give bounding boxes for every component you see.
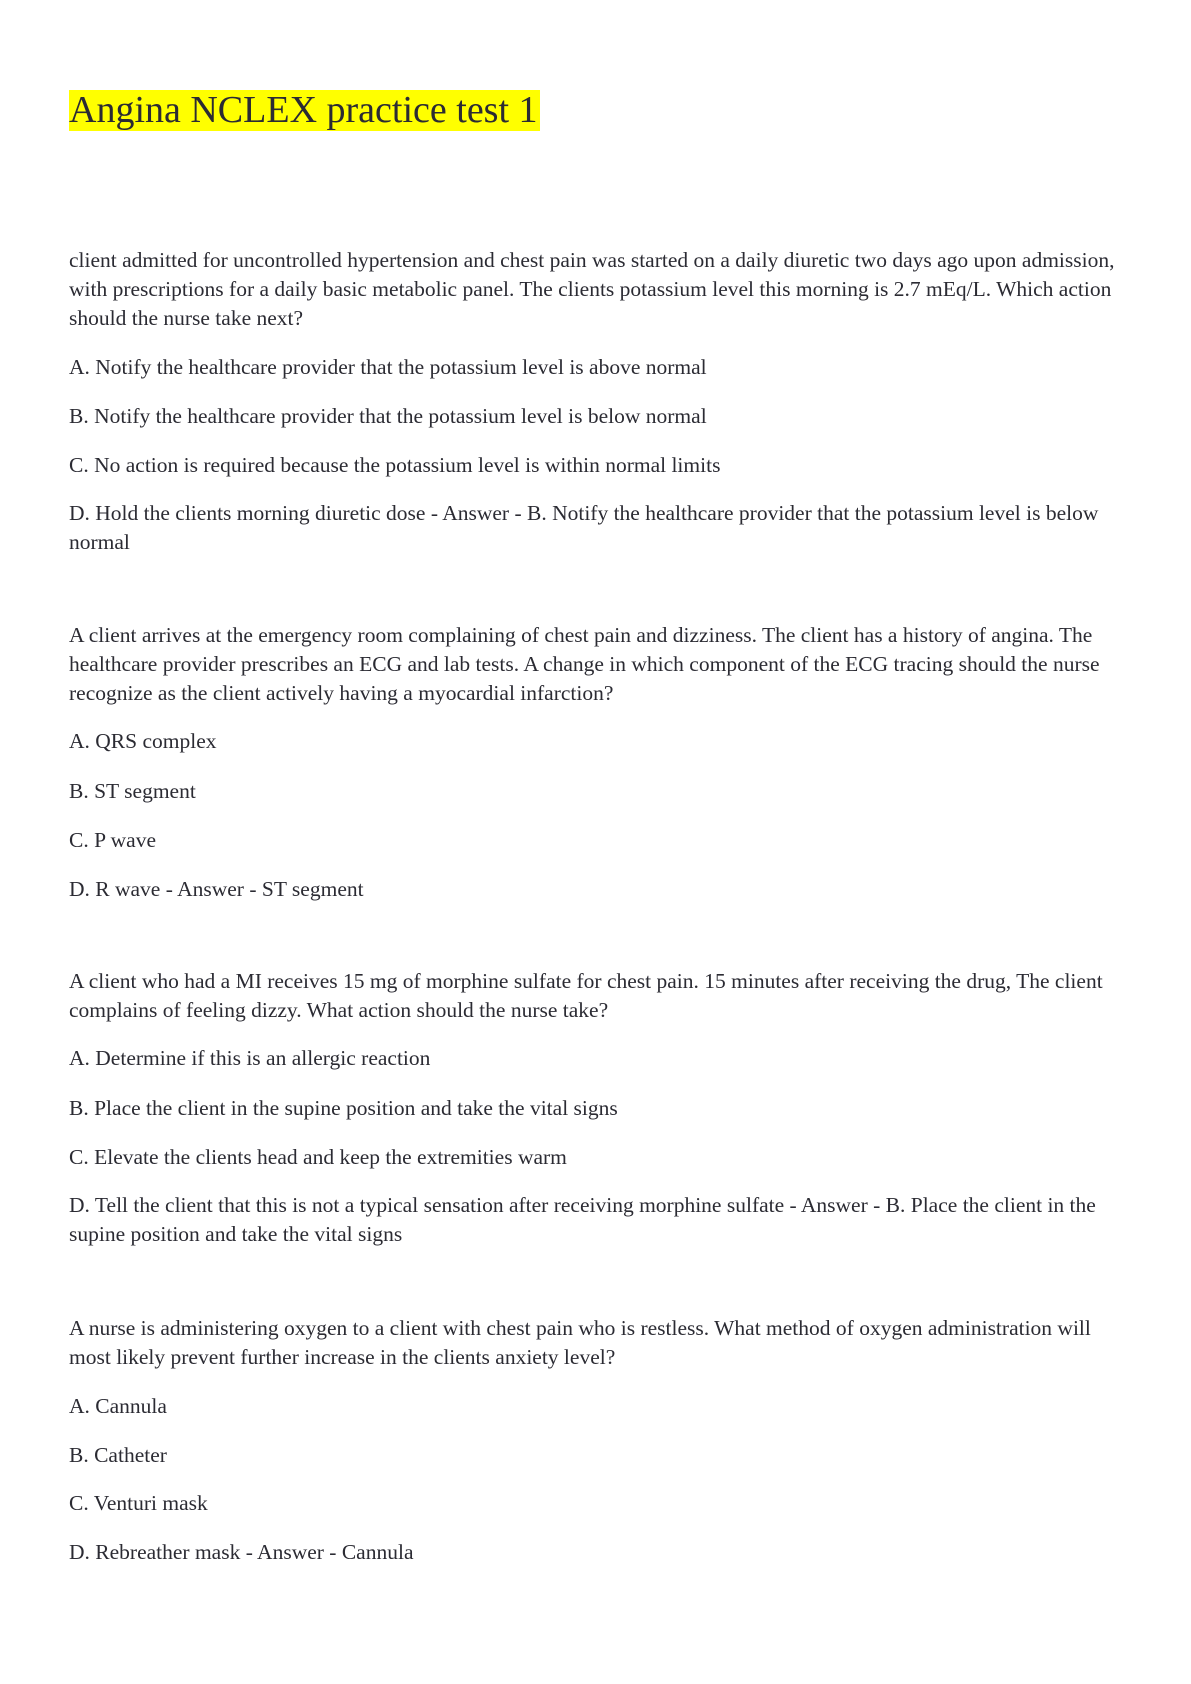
question-3-text: A client who had a MI receives 15 mg of morphine sulfate for chest pain. 15 minutes after receiving the drug, The client complains of feeling dizzy. What action should the nurse take? [69, 969, 1103, 1022]
question-3-option-a: A. Determine if this is an allergic reaction [69, 1046, 431, 1070]
question-1-option-d: D. Hold the clients morning diuretic dose - Answer - B. Notify the healthcare provider that the potassium level is below normal [69, 501, 1099, 554]
question-1-option-a: A. Notify the healthcare provider that the potassium level is above normal [69, 355, 707, 379]
question-2-option-a: A. QRS complex [69, 729, 217, 753]
question-4-text: A nurse is administering oxygen to a client with chest pain who is restless. What method of oxygen administration will most likely prevent further increase in the clients anxiety level? [69, 1316, 1091, 1369]
question-4-option-c: C. Venturi mask [69, 1491, 208, 1515]
question-2-option-b: B. ST segment [69, 779, 196, 803]
question-1-text: client admitted for uncontrolled hypertension and chest pain was started on a daily diuretic two days ago upon admission, with prescriptions for a daily basic metabolic panel. The clients potassium level this morning is 2.7 mEq/L. Which action should the nurse take next? [69, 248, 1115, 330]
question-2-option-c: C. P wave [69, 828, 156, 852]
question-3-option-c: C. Elevate the clients head and keep the extremities warm [69, 1145, 567, 1169]
question-3-option-d: D. Tell the client that this is not a typical sensation after receiving morphine sulfate - Answer - B. Place the client in the supine position and take the vital signs [69, 1193, 1096, 1246]
document-title: Angina NCLEX practice test 1 [69, 89, 538, 131]
question-2-text: A client arrives at the emergency room complaining of chest pain and dizziness. The client has a history of angina. The healthcare provider prescribes an ECG and lab tests. A change in which component of the ECG tracing should the nurse recognize as the client actively having a myocardial infarction? [69, 623, 1100, 705]
question-2-option-d: D. R wave - Answer - ST segment [69, 877, 364, 901]
question-3-option-b: B. Place the client in the supine position and take the vital signs [69, 1096, 618, 1120]
question-4-option-d: D. Rebreather mask - Answer - Cannula [69, 1540, 414, 1564]
question-4-option-a: A. Cannula [69, 1394, 167, 1418]
question-1-option-b: B. Notify the healthcare provider that the potassium level is below normal [69, 404, 707, 428]
question-1-option-c: C. No action is required because the potassium level is within normal limits [69, 453, 721, 477]
question-4-option-b: B. Catheter [69, 1443, 167, 1467]
